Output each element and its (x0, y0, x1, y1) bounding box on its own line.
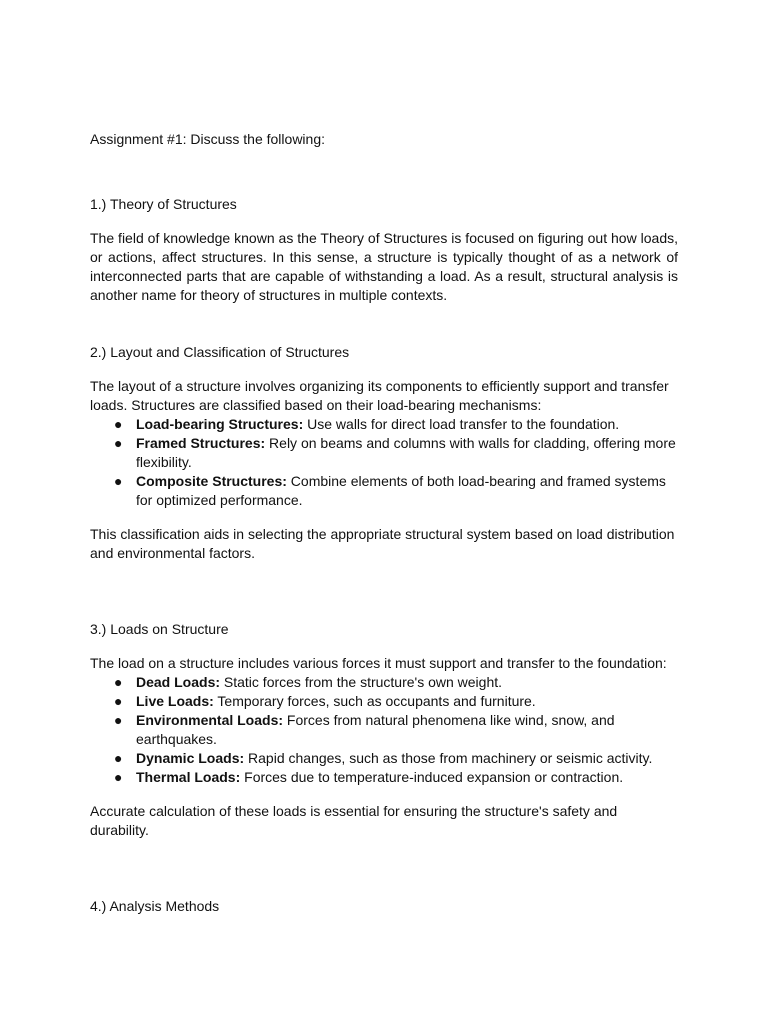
section-heading-theory: 1.) Theory of Structures (90, 196, 237, 212)
loads-list (90, 673, 678, 787)
list-term: Environmental Loads: (136, 712, 284, 728)
bullet-icon: ● (114, 473, 123, 489)
theory-paragraph: The field of knowledge known as the Theory of Structures is focused on figuring out how loads, or actions, affect structures. In this sense, a structure is typically thought of as a network of interconnected parts that are capable of withstanding a load. As a result, structural analysis is another name for theory of structures in multiple contexts. (90, 230, 678, 303)
list-item (90, 711, 678, 749)
document-page (90, 130, 678, 916)
list-item (90, 673, 678, 692)
layout-outro: This classification aids in selecting the appropriate structural system based on load distribution and environmental factors. (90, 526, 675, 561)
list-term: Load-bearing Structures: (136, 416, 304, 432)
list-item (90, 472, 678, 510)
section-heading-loads: 3.) Loads on Structure (90, 621, 229, 637)
list-text: Temporary forces, such as occupants and furniture. (213, 693, 536, 709)
list-text: Rely on beams and columns with walls for cladding, offering more flexibility. (136, 435, 676, 470)
section-heading-analysis: 4.) Analysis Methods (90, 898, 220, 914)
list-item (90, 749, 678, 768)
section-heading-layout: 2.) Layout and Classification of Structures (90, 344, 350, 360)
list-text: Rapid changes, such as those from machinery or seismic activity. (244, 750, 653, 766)
list-term: Dead Loads: (136, 674, 221, 690)
list-item (90, 434, 678, 472)
bullet-icon: ● (114, 712, 123, 728)
list-term: Framed Structures: (136, 435, 266, 451)
list-term: Thermal Loads: (136, 769, 241, 785)
list-text: Use walls for direct load transfer to the foundation. (303, 416, 620, 432)
bullet-icon: ● (114, 769, 123, 785)
list-text: Forces from natural phenomena like wind, snow, and earthquakes. (136, 712, 615, 747)
layout-intro: The layout of a structure involves organizing its components to efficiently support and transfer loads. Structures are classified based on their load-bearing mechanisms: (90, 378, 669, 413)
bullet-icon: ● (114, 416, 123, 432)
loads-outro: Accurate calculation of these loads is essential for ensuring the structure's safety and durability. (90, 803, 618, 838)
bullet-icon: ● (114, 750, 123, 766)
bullet-icon: ● (114, 693, 123, 709)
list-item (90, 415, 678, 434)
list-text: Forces due to temperature-induced expansion or contraction. (240, 769, 624, 785)
classification-list (90, 415, 678, 510)
list-text: Combine elements of both load-bearing and framed systems for optimized performance. (136, 473, 666, 508)
list-term: Composite Structures: (136, 473, 287, 489)
list-text: Static forces from the structure's own weight. (220, 674, 503, 690)
assignment-title: Assignment #1: Discuss the following: (90, 131, 325, 147)
loads-intro: The load on a structure includes various forces it must support and transfer to the foundation: (90, 655, 667, 671)
list-item (90, 768, 678, 787)
list-item (90, 692, 678, 711)
bullet-icon: ● (114, 435, 123, 451)
list-term: Live Loads: (136, 693, 214, 709)
list-term: Dynamic Loads: (136, 750, 245, 766)
bullet-icon: ● (114, 674, 123, 690)
